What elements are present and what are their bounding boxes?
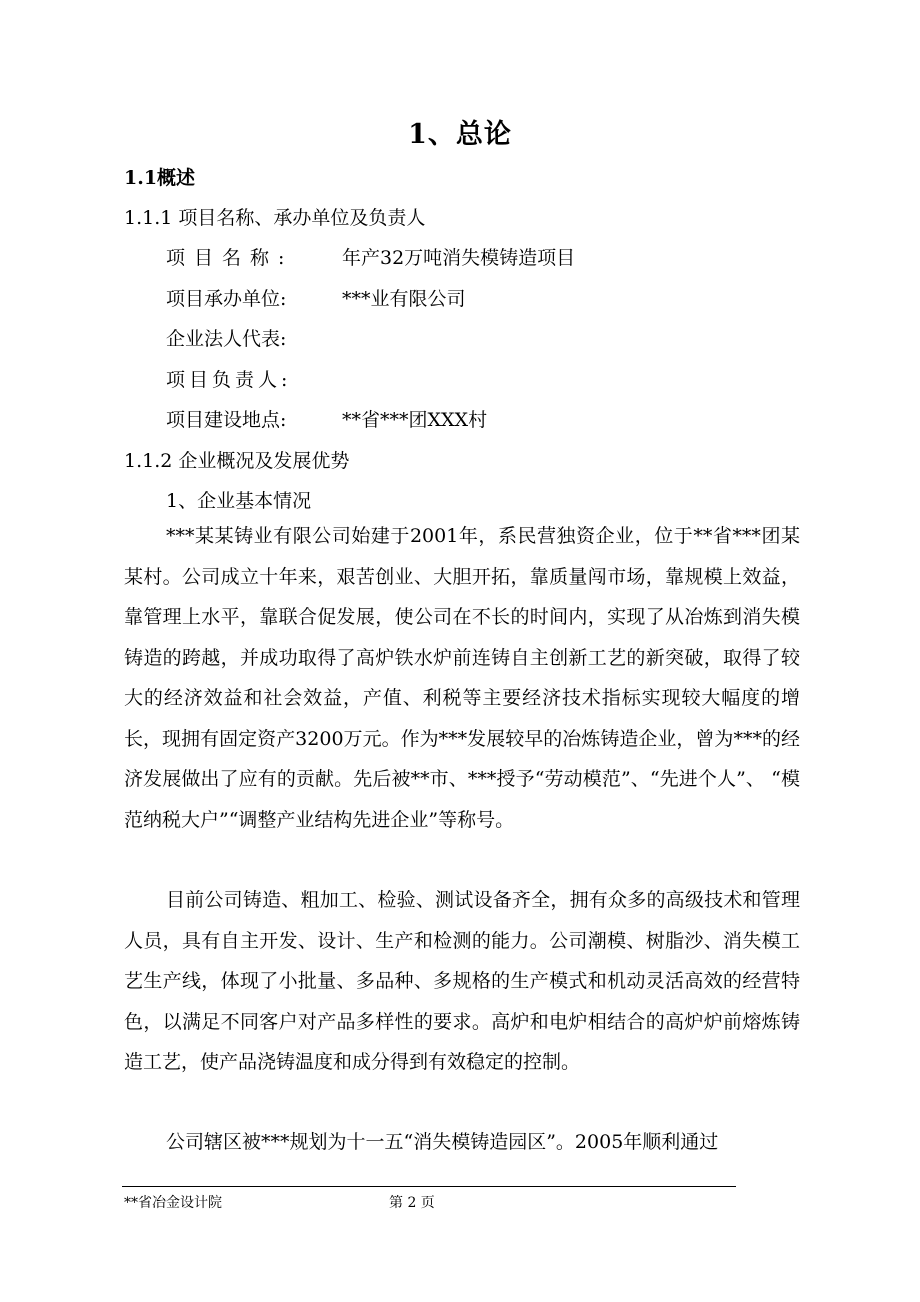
info-value: ***业有限公司 <box>342 288 466 310</box>
info-value: **省***团XXX村 <box>342 409 488 431</box>
info-label: 企业法人代表: <box>166 328 287 350</box>
paragraph-park: 公司辖区被***规划为十一五“消失模铸造园区”。2005年顺利通过 <box>166 1131 719 1153</box>
footer-organization: **省冶金设计院 <box>124 1195 222 1211</box>
paragraph-equipment: 目前公司铸造、粗加工、检验、测试设备齐全，拥有众多的高级技术和管理人员，具有自主开发、设计、生产和检测的能力。公司潮模、树脂沙、消失模工艺生产线，体现了小批量、多品种、多规格的生产模式和机动灵活高效的经营特色，以满足不同客户对产品多样性的要求。高炉和电炉相结合的高炉炉前熔炼铸造工艺，使产品浇铸温度和成分得到有效稳定的控制。 <box>124 889 800 1073</box>
info-row-undertaking-unit <box>166 284 466 311</box>
info-label: 项目承办单位: <box>166 288 287 310</box>
info-row-project-name <box>166 243 575 270</box>
info-label: 项目名称: <box>166 247 294 269</box>
section-heading-1-1-2: 1.1.2 企业概况及发展优势 <box>124 450 350 472</box>
paragraph-company-overview: ***某某铸业有限公司始建于2001年，系民营独资企业，位于**省***团某某村。公司成立十年来，艰苦创业、大胆开拓，靠质量闯市场，靠规模上效益，靠管理上水平，靠联合促发展，使公司在不长的时间内，实现了从冶炼到消失模铸造的跨越，并成功取得了高炉铁水炉前连铸自主创新工艺的新突破，取得了较大的经济效益和社会效益，产值、利税等主要经济技术指标实现较大幅度的增长，现拥有固定资产3200万元。作为***发展较早的冶炼铸造企业，曾为***的经济发展做出了应有的贡献。先后被**市、***授予“劳动模范”、“先进个人”、 “模范纳税大户”“调整产业结构先进企业”等称号。 <box>124 525 800 831</box>
info-row-project-leader <box>166 365 342 392</box>
info-label: 项目建设地点: <box>166 409 287 431</box>
info-label: 项目负责人: <box>166 369 292 391</box>
footer-rule <box>122 1186 736 1187</box>
subsection-heading: 1、企业基本情况 <box>166 490 312 512</box>
info-value: 年产32万吨消失模铸造项目 <box>342 247 576 269</box>
footer-page-number: 第 2 页 <box>389 1195 435 1211</box>
section-heading-1-1: 1.1概述 <box>124 167 196 189</box>
section-heading-1-1-1: 1.1.1 项目名称、承办单位及负责人 <box>124 207 426 229</box>
info-row-construction-site <box>166 405 487 432</box>
info-row-legal-representative <box>166 324 342 351</box>
chapter-title: 1、总论 <box>408 119 512 150</box>
